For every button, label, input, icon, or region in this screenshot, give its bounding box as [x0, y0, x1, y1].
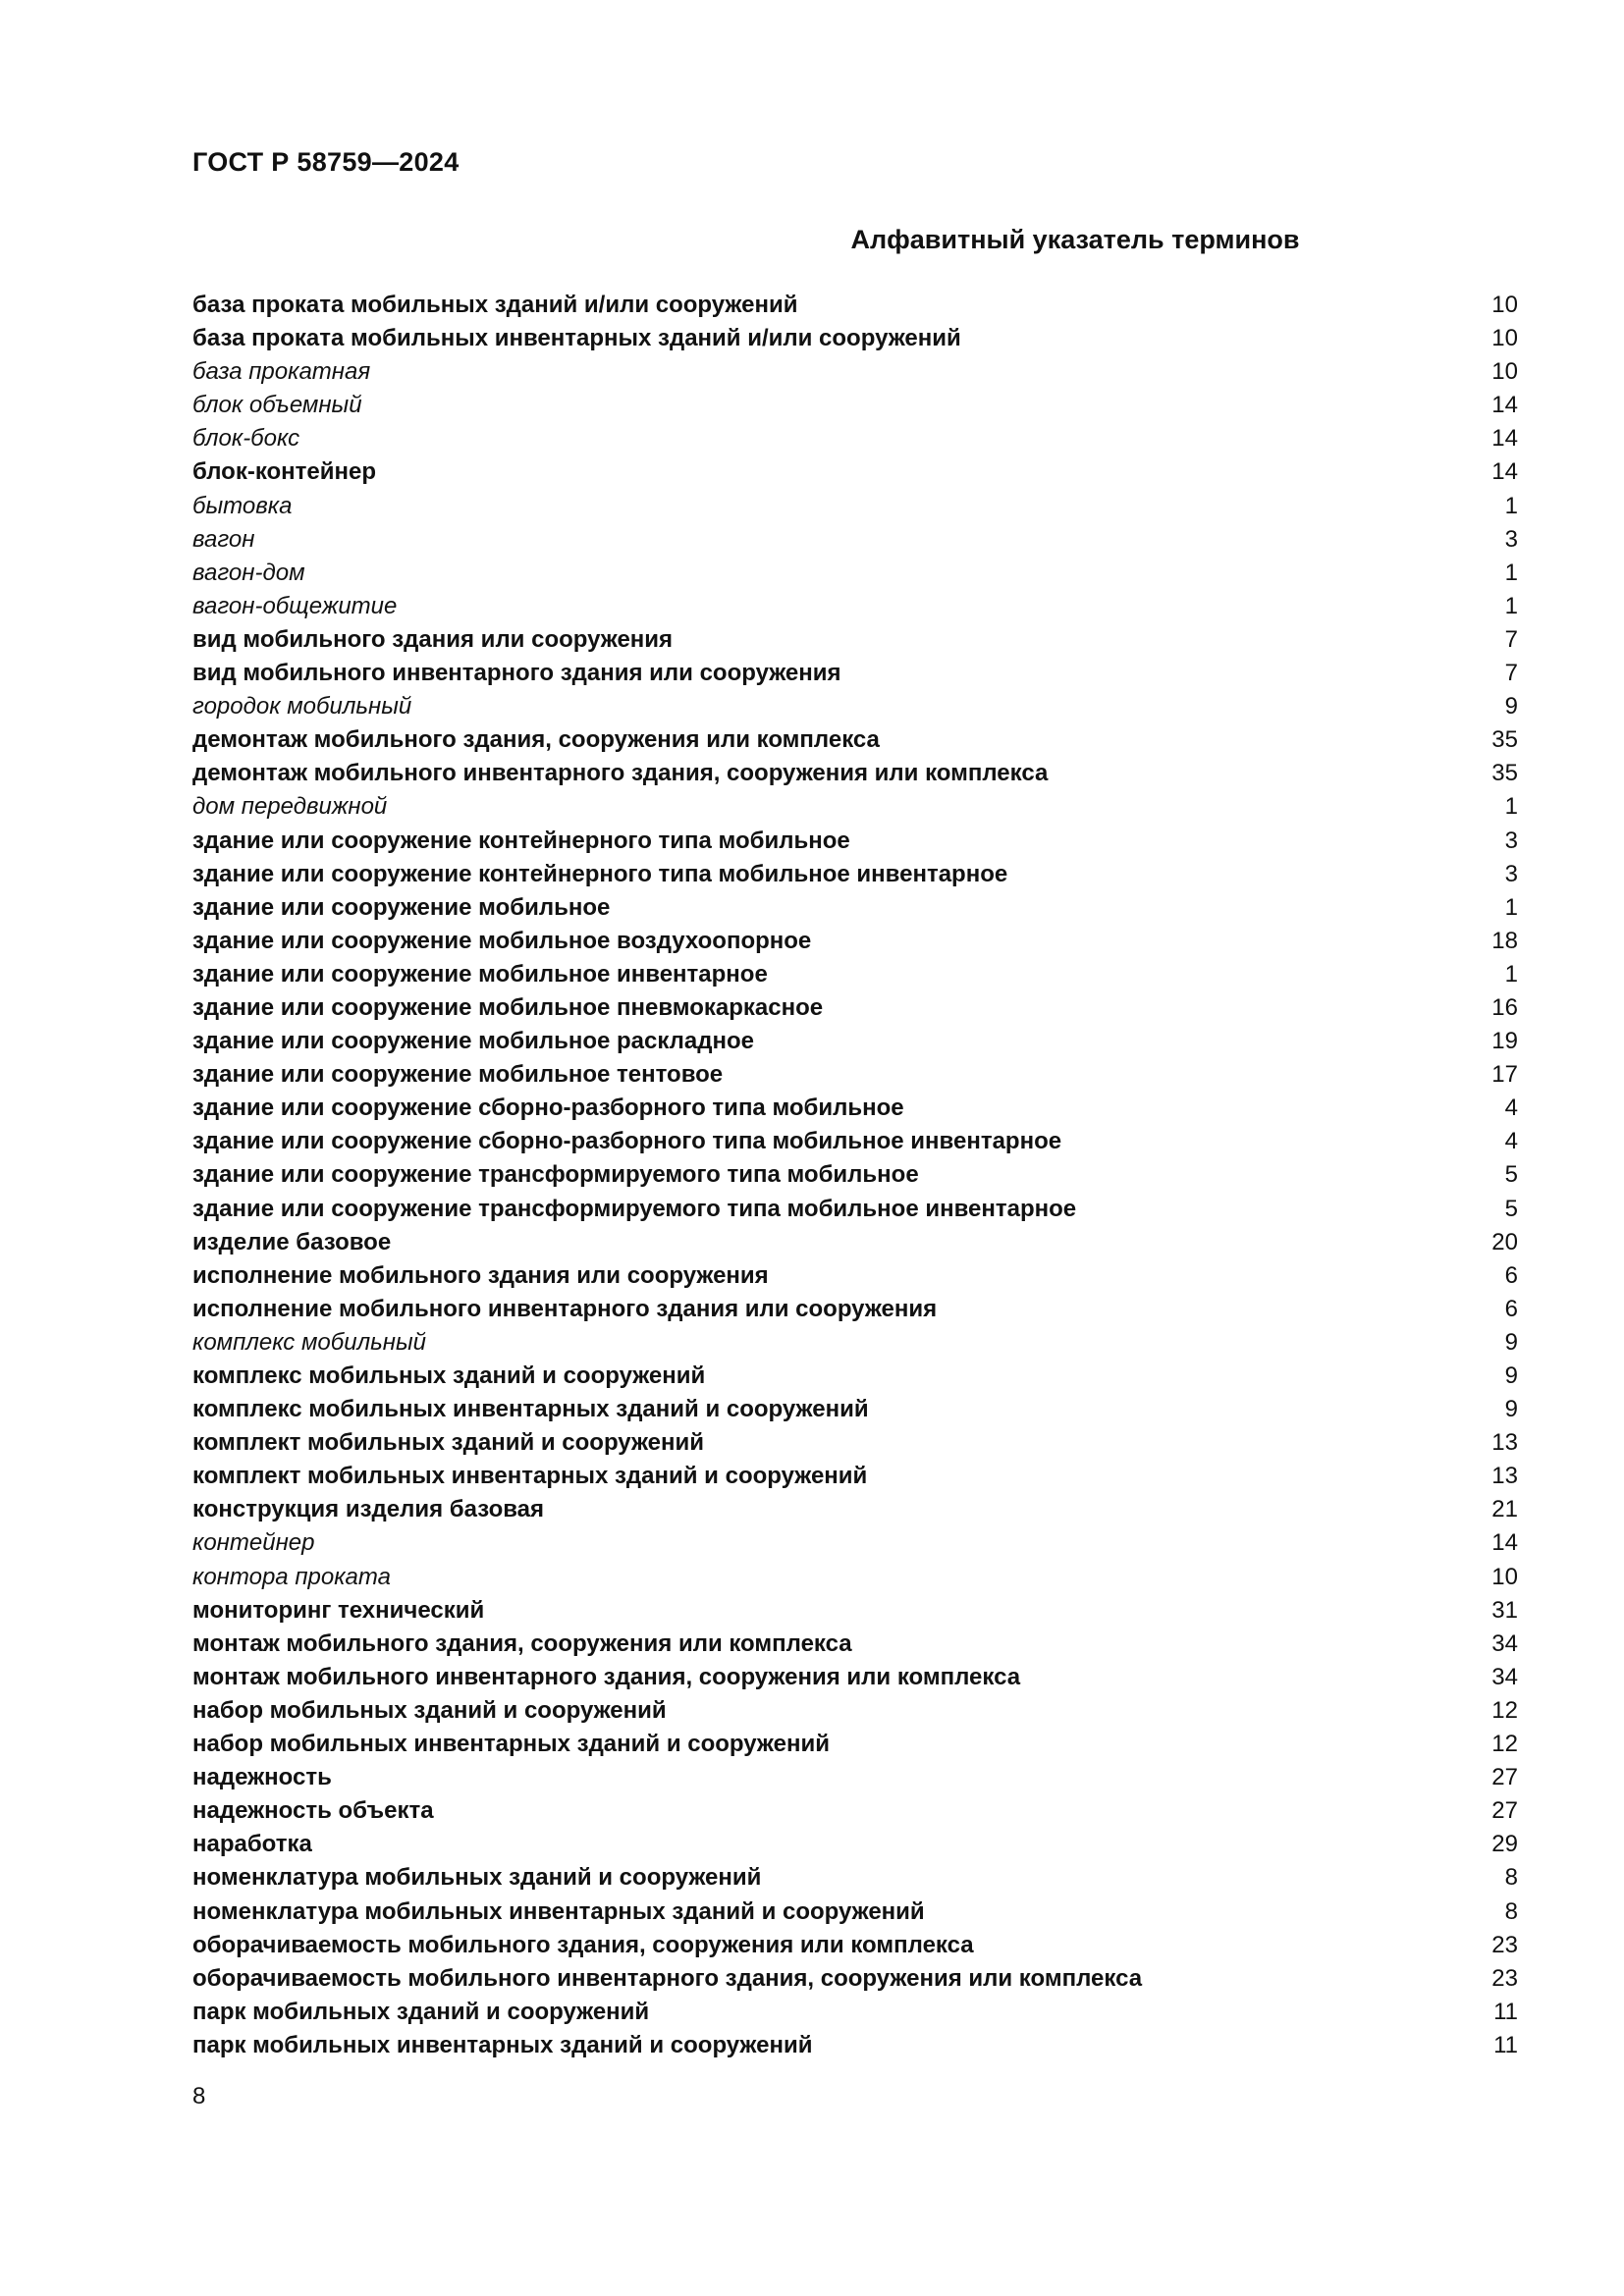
index-term: исполнение мобильного инвентарного здания или сооружения — [192, 1295, 938, 1322]
index-term: надежность объекта — [192, 1797, 434, 1825]
index-term: здание или сооружение трансформируемого типа мобильное — [192, 1161, 919, 1189]
index-entry — [192, 1426, 1518, 1460]
index-entry — [192, 322, 1518, 355]
index-page-ref: 10 — [1491, 358, 1518, 386]
index-entry — [192, 1661, 1518, 1694]
index-page-ref: 10 — [1491, 325, 1518, 352]
index-entry — [192, 1125, 1518, 1158]
index-page-ref: 10 — [1491, 1563, 1518, 1590]
index-page-ref: 11 — [1493, 1998, 1518, 2025]
index-entry — [192, 891, 1518, 925]
index-term: блок-бокс — [192, 425, 300, 453]
index-page-ref: 1 — [1504, 893, 1518, 921]
index-entry — [192, 723, 1518, 757]
index-entry — [192, 590, 1518, 623]
index-term: оборачиваемость мобильного инвентарного здания, сооружения или комплекса — [192, 1964, 1143, 1992]
index-entry — [192, 1092, 1518, 1125]
index-entry — [192, 523, 1518, 557]
index-term: демонтаж мобильного инвентарного здания, сооружения или комплекса — [192, 760, 1049, 787]
index-page-ref: 4 — [1504, 1128, 1518, 1155]
index-entry — [192, 1193, 1518, 1226]
index-page-ref: 7 — [1504, 660, 1518, 687]
index-entry — [192, 1293, 1518, 1326]
index-term: конструкция изделия базовая — [192, 1496, 545, 1523]
index-page-ref: 14 — [1491, 392, 1518, 419]
index-page-ref: 14 — [1491, 1529, 1518, 1557]
standard-number-header: ГОСТ Р 58759—2024 — [192, 147, 460, 177]
index-entry — [192, 1158, 1518, 1192]
index-term: здание или сооружение контейнерного типа мобильное инвентарное — [192, 860, 1008, 887]
index-page-ref: 29 — [1491, 1831, 1518, 1858]
page-number: 8 — [192, 2083, 206, 2109]
index-page-ref: 13 — [1491, 1429, 1518, 1457]
index-entry — [192, 790, 1518, 824]
index-page-ref: 5 — [1504, 1195, 1518, 1222]
index-term: здание или сооружение мобильное тентовое — [192, 1061, 724, 1089]
index-term: база проката мобильных зданий и/или сооружений — [192, 292, 798, 318]
index-page-ref: 9 — [1504, 693, 1518, 721]
index-term: здание или сооружение мобильное пневмокаркасное — [192, 993, 824, 1021]
terms-index-list — [192, 289, 1518, 2062]
index-page-ref: 9 — [1504, 1362, 1518, 1389]
index-page-ref: 34 — [1491, 1629, 1518, 1657]
index-entry — [192, 1493, 1518, 1526]
index-entry — [192, 1259, 1518, 1293]
index-entry — [192, 389, 1518, 422]
index-term: вагон — [192, 525, 255, 553]
index-page-ref: 12 — [1491, 1696, 1518, 1724]
index-term: оборачиваемость мобильного здания, сооружения или комплекса — [192, 1931, 974, 1958]
index-entry — [192, 1996, 1518, 2029]
index-term: вид мобильного здания или сооружения — [192, 625, 674, 653]
index-entry — [192, 690, 1518, 723]
index-page-ref: 20 — [1491, 1228, 1518, 1255]
index-term: монтаж мобильного здания, сооружения или комплекса — [192, 1629, 852, 1657]
index-page-ref: 23 — [1491, 1964, 1518, 1992]
index-page-ref: 3 — [1504, 827, 1518, 854]
index-term: комплект мобильных зданий и сооружений — [192, 1429, 704, 1457]
index-entry — [192, 355, 1518, 389]
index-page-ref: 8 — [1504, 1897, 1518, 1925]
index-page-ref: 16 — [1491, 993, 1518, 1021]
index-page-ref: 21 — [1491, 1496, 1518, 1523]
index-page-ref: 34 — [1491, 1663, 1518, 1690]
index-term: вагон-общежитие — [192, 592, 398, 619]
index-entry — [192, 1929, 1518, 1962]
index-title: Алфавитный указатель терминов — [850, 225, 1300, 254]
index-page-ref: 4 — [1504, 1095, 1518, 1122]
index-term: мониторинг технический — [192, 1596, 485, 1624]
index-term: дом передвижной — [192, 793, 388, 821]
index-page-ref: 7 — [1504, 625, 1518, 653]
index-term: здание или сооружение мобильное инвентарное — [192, 960, 768, 988]
index-term: здание или сооружение мобильное — [192, 893, 611, 921]
index-page-ref: 1 — [1504, 592, 1518, 619]
index-entry — [192, 657, 1518, 690]
index-page-ref: 12 — [1491, 1731, 1518, 1758]
index-entry — [192, 1360, 1518, 1393]
index-term: здание или сооружение сборно-разборного типа мобильное — [192, 1095, 904, 1122]
index-term: изделие базовое — [192, 1228, 392, 1255]
index-page-ref: 13 — [1491, 1463, 1518, 1490]
index-page-ref: 18 — [1491, 927, 1518, 954]
index-page-ref: 3 — [1504, 525, 1518, 553]
index-term: парк мобильных зданий и сооружений — [192, 1998, 650, 2025]
index-term: здание или сооружение мобильное раскладное — [192, 1028, 755, 1055]
index-page-ref: 1 — [1504, 793, 1518, 821]
index-page-ref: 19 — [1491, 1028, 1518, 1055]
index-term: контора проката — [192, 1563, 391, 1590]
index-term: вид мобильного инвентарного здания или сооружения — [192, 660, 841, 687]
index-entry — [192, 1861, 1518, 1895]
index-entry — [192, 991, 1518, 1025]
index-entry — [192, 1058, 1518, 1092]
index-term: номенклатура мобильных инвентарных зданий и сооружений — [192, 1897, 925, 1925]
index-entry — [192, 1561, 1518, 1594]
index-term: здание или сооружение трансформируемого типа мобильное инвентарное — [192, 1195, 1077, 1222]
index-page-ref: 35 — [1491, 760, 1518, 787]
index-term: блок объемный — [192, 392, 362, 419]
index-entry — [192, 858, 1518, 891]
index-term: бытовка — [192, 492, 293, 519]
index-entry — [192, 1694, 1518, 1728]
index-entry — [192, 1896, 1518, 1929]
index-page-ref: 8 — [1504, 1864, 1518, 1892]
index-term: здание или сооружение мобильное воздухоопорное — [192, 927, 812, 954]
index-entry — [192, 1794, 1518, 1828]
index-page-ref: 31 — [1491, 1596, 1518, 1624]
index-entry — [192, 1526, 1518, 1560]
index-term: вагон-дом — [192, 559, 305, 586]
index-entry — [192, 1326, 1518, 1360]
index-entry — [192, 825, 1518, 858]
index-entry — [192, 1460, 1518, 1493]
index-page-ref: 9 — [1504, 1328, 1518, 1356]
index-term: комплекс мобильный — [192, 1328, 426, 1356]
index-entry — [192, 757, 1518, 790]
index-entry — [192, 1728, 1518, 1761]
index-term: здание или сооружение сборно-разборного типа мобильное инвентарное — [192, 1128, 1062, 1155]
index-entry — [192, 455, 1518, 489]
index-page-ref: 3 — [1504, 860, 1518, 887]
index-page-ref: 11 — [1493, 2031, 1518, 2058]
index-entry — [192, 925, 1518, 958]
index-page-ref: 6 — [1504, 1261, 1518, 1289]
index-page-ref: 6 — [1504, 1295, 1518, 1322]
index-page-ref: 35 — [1491, 726, 1518, 754]
index-page-ref: 27 — [1491, 1764, 1518, 1791]
index-term: парк мобильных инвентарных зданий и сооружений — [192, 2031, 813, 2058]
index-entry — [192, 2029, 1518, 2062]
index-entry — [192, 422, 1518, 455]
index-entry — [192, 623, 1518, 657]
index-page-ref: 1 — [1504, 559, 1518, 586]
index-entry — [192, 1962, 1518, 1996]
index-entry — [192, 958, 1518, 991]
index-term: городок мобильный — [192, 693, 412, 721]
index-term: исполнение мобильного здания или сооружения — [192, 1261, 769, 1289]
index-entry — [192, 1226, 1518, 1259]
index-term: номенклатура мобильных зданий и сооружений — [192, 1864, 762, 1892]
index-term: наработка — [192, 1831, 312, 1858]
index-page-ref: 10 — [1491, 292, 1518, 318]
index-page-ref: 1 — [1504, 960, 1518, 988]
index-page-ref: 1 — [1504, 492, 1518, 519]
index-entry — [192, 289, 1518, 322]
index-term: монтаж мобильного инвентарного здания, сооружения или комплекса — [192, 1663, 1021, 1690]
index-page-ref: 9 — [1504, 1396, 1518, 1423]
index-page-ref: 14 — [1491, 425, 1518, 453]
index-entry — [192, 1828, 1518, 1861]
index-term: комплекс мобильных инвентарных зданий и сооружений — [192, 1396, 869, 1423]
index-entry — [192, 1025, 1518, 1058]
index-page-ref: 14 — [1491, 458, 1518, 486]
index-term: база проката мобильных инвентарных зданий и/или сооружений — [192, 325, 961, 352]
index-page-ref: 23 — [1491, 1931, 1518, 1958]
index-term: база прокатная — [192, 358, 371, 386]
index-entry — [192, 1594, 1518, 1628]
index-term: здание или сооружение контейнерного типа мобильное — [192, 827, 850, 854]
index-page-ref: 17 — [1491, 1061, 1518, 1089]
index-term: демонтаж мобильного здания, сооружения или комплекса — [192, 726, 880, 754]
index-page-ref: 5 — [1504, 1161, 1518, 1189]
index-term: контейнер — [192, 1529, 315, 1557]
index-term: комплекс мобильных зданий и сооружений — [192, 1362, 706, 1389]
index-term: комплект мобильных инвентарных зданий и сооружений — [192, 1463, 868, 1490]
index-entry — [192, 1393, 1518, 1426]
index-term: набор мобильных инвентарных зданий и сооружений — [192, 1731, 830, 1758]
index-term: надежность — [192, 1764, 332, 1791]
index-term: блок-контейнер — [192, 458, 377, 486]
index-entry — [192, 1761, 1518, 1794]
index-entry — [192, 490, 1518, 523]
index-term: набор мобильных зданий и сооружений — [192, 1696, 667, 1724]
index-entry — [192, 1628, 1518, 1661]
index-entry — [192, 557, 1518, 590]
index-page-ref: 27 — [1491, 1797, 1518, 1825]
